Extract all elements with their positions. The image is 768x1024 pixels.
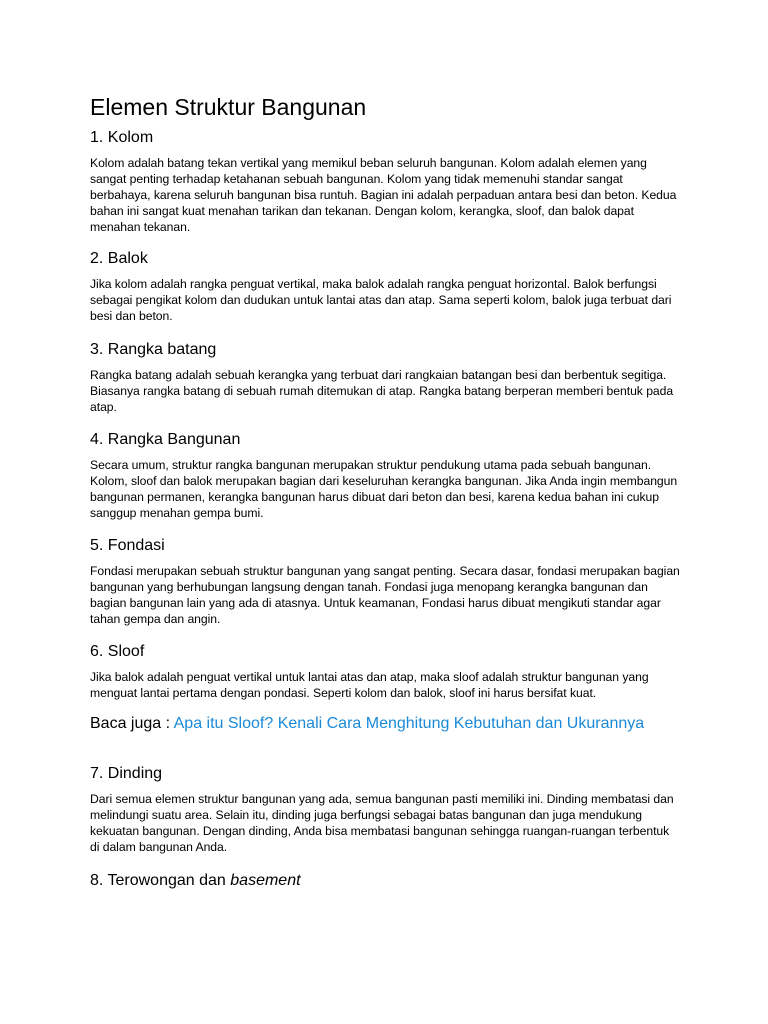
section-body: Secara umum, struktur rangka bangunan merupakan struktur pendukung utama pada sebuah bangunan. Kolom, sloof dan balok merupakan bagian dari keseluruhan kerangka bangunan. Jika Anda ingin membangun bangunan permanen, kerangka bangunan harus dibuat dari beton dan besi, karena kedua bahan ini cukup sanggup menahan gempa bumi. [90,458,678,520]
section-body: Kolom adalah batang tekan vertikal yang memikul beban seluruh bangunan. Kolom adalah elemen yang sangat penting terhadap ketahanan sebuah bangunan. Kolom yang tidak memenuhi standar sangat berbahaya, karena seluruh bangunan bisa runtuh. Bagian ini adalah perpaduan antara besi dan beton. Kedua bahan ini sangat kuat menahan tarikan dan tekanan. Dengan kolom, kerangka, sloof, dan balok dapat menahan tekanan. [90,156,677,234]
section-heading: 2. Balok [90,250,148,267]
section-heading: 1. Kolom [90,129,154,146]
section-balok [90,248,680,324]
section-fondasi [90,535,680,627]
section-heading: 3. Rangka batang [90,341,217,358]
document-title: Elemen Struktur Bangunan [90,94,367,120]
section-body: Fondasi merupakan sebuah struktur bangunan yang sangat penting. Secara dasar, fondasi merupakan bagian bangunan yang berhubungan langsung dengan tanah. Fondasi juga menopang kerangka bangunan dan bagian bangunan lain yang ada di atasnya. Untuk keamanan, Fondasi harus dibuat mengikuti standar agar tahan gempa dan angin. [90,564,680,626]
see-also-note [90,713,680,735]
section-body: Jika kolom adalah rangka penguat vertikal, maka balok adalah rangka penguat horizontal. Balok berfungsi sebagai pengikat kolom dan dudukan untuk lantai atas dan atap. Sama seperti kolom, balok juga terbuat dari besi dan beton. [90,277,672,323]
section-body: Dari semua elemen struktur bangunan yang ada, semua bangunan pasti memiliki ini. Dinding membatasi dan melindungi suatu area. Selain itu, dinding juga berfungsi sebagai batas bangunan dan juga mendukung kekuatan bangunan. Dengan dinding, Anda bisa membatasi bangunan sehingga ruangan-ruangan terbentuk di dalam bangunan Anda. [90,792,674,854]
see-also-link[interactable]: Apa itu Sloof? Kenali Cara Menghitung Kebutuhan dan Ukurannya [173,715,645,732]
section-dinding [90,763,680,855]
section-rangka-bangunan [90,429,680,521]
section-heading [90,870,680,892]
section-body: Jika balok adalah penguat vertikal untuk lantai atas dan atap, maka sloof adalah struktur bangunan yang menguat lantai pertama dengan pondasi. Seperti kolom dan balok, sloof ini harus bersifat kuat. [90,670,649,700]
section-sloof [90,641,680,701]
see-also-label: Baca juga : [90,715,174,732]
section-heading-emphasis: basement [230,872,301,889]
section-heading: 4. Rangka Bangunan [90,431,241,448]
section-kolom [90,127,680,235]
section-heading: 5. Fondasi [90,537,165,554]
section-rangka-batang [90,339,680,415]
section-heading-prefix: 8. Terowongan dan [90,872,231,889]
section-heading: 7. Dinding [90,765,163,782]
section-heading: 6. Sloof [90,643,145,660]
section-body: Rangka batang adalah sebuah kerangka yang terbuat dari rangkaian batangan besi dan berbentuk segitiga. Biasanya rangka batang di sebuah rumah ditemukan di atap. Rangka batang berperan memberi bentuk pada atap. [90,368,674,414]
section-terowongan [90,870,680,892]
